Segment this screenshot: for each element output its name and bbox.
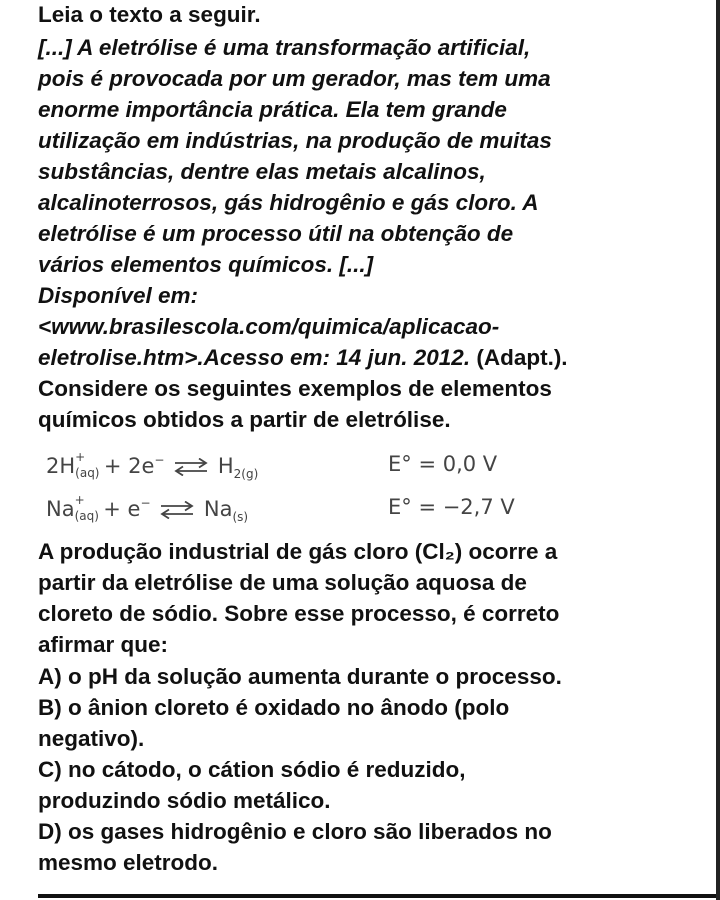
header-instruction: Leia o texto a seguir. xyxy=(38,2,261,27)
question-line: afirmar que: xyxy=(38,632,169,657)
equation-sodium: Na + (aq) + e− $Na_{(s)}$ xyxy=(46,493,249,524)
quote-line: [...] A eletrólise é uma transformação artificial, xyxy=(38,35,531,60)
option-d-continued[interactable]: mesmo eletrodo. xyxy=(38,850,219,875)
question-line: partir da eletrólise de uma solução aquosa de xyxy=(38,570,527,595)
source-url: <www.brasilescola.com/quimica/aplicacao- xyxy=(38,314,500,339)
quote-line: pois é provocada por um gerador, mas tem uma xyxy=(38,66,551,91)
option-c[interactable]: C) no cátodo, o cátion sódio é reduzido, xyxy=(38,757,466,782)
potential-sodium: E° = −2,7 V xyxy=(388,495,515,519)
quote-line: utilização em indústrias, na produção de muitas xyxy=(38,128,552,153)
source-access-line xyxy=(38,342,568,373)
equation-hydrogen: 2H + (aq) + 2e− $H_{2(g)}$ xyxy=(46,450,259,481)
question-line: A produção industrial de gás cloro (Cl₂) ocorre a xyxy=(38,539,558,564)
question-line: cloreto de sódio. Sobre esse processo, é correto xyxy=(38,601,560,626)
option-c-continued[interactable]: produzindo sódio metálico. xyxy=(38,788,331,813)
option-a[interactable]: A) o pH da solução aumenta durante o processo. xyxy=(38,664,562,689)
quote-line: substâncias, dentre elas metais alcalinos, xyxy=(38,159,486,184)
quote-line: alcalinoterrosos, gás hidrogênio e gás cloro. A xyxy=(38,190,539,215)
quote-line: enorme importância prática. Ela tem grande xyxy=(38,97,507,122)
intro-line: Considere os seguintes exemplos de elementos xyxy=(38,376,552,401)
equilibrium-arrow-icon xyxy=(159,501,195,519)
source-label: Disponível em: xyxy=(38,283,199,308)
quote-line: eletrólise é um processo útil na obtenção de xyxy=(38,221,514,246)
bottom-divider xyxy=(38,894,720,898)
option-b[interactable]: B) o ânion cloreto é oxidado no ânodo (polo xyxy=(38,695,510,720)
source-access-date: eletrolise.htm>.Acesso em: 14 jun. 2012. xyxy=(38,345,471,370)
source-adapt-note: (Adapt.). xyxy=(470,345,568,370)
potential-hydrogen: E° = 0,0 V xyxy=(388,452,498,476)
option-d[interactable]: D) os gases hidrogênio e cloro são liberados no xyxy=(38,819,552,844)
right-edge-border xyxy=(716,0,720,900)
option-b-continued[interactable]: negativo). xyxy=(38,726,145,751)
intro-line: químicos obtidos a partir de eletrólise. xyxy=(38,407,451,432)
equilibrium-arrow-icon xyxy=(173,458,209,476)
quote-line: vários elementos químicos. [...] xyxy=(38,252,374,277)
